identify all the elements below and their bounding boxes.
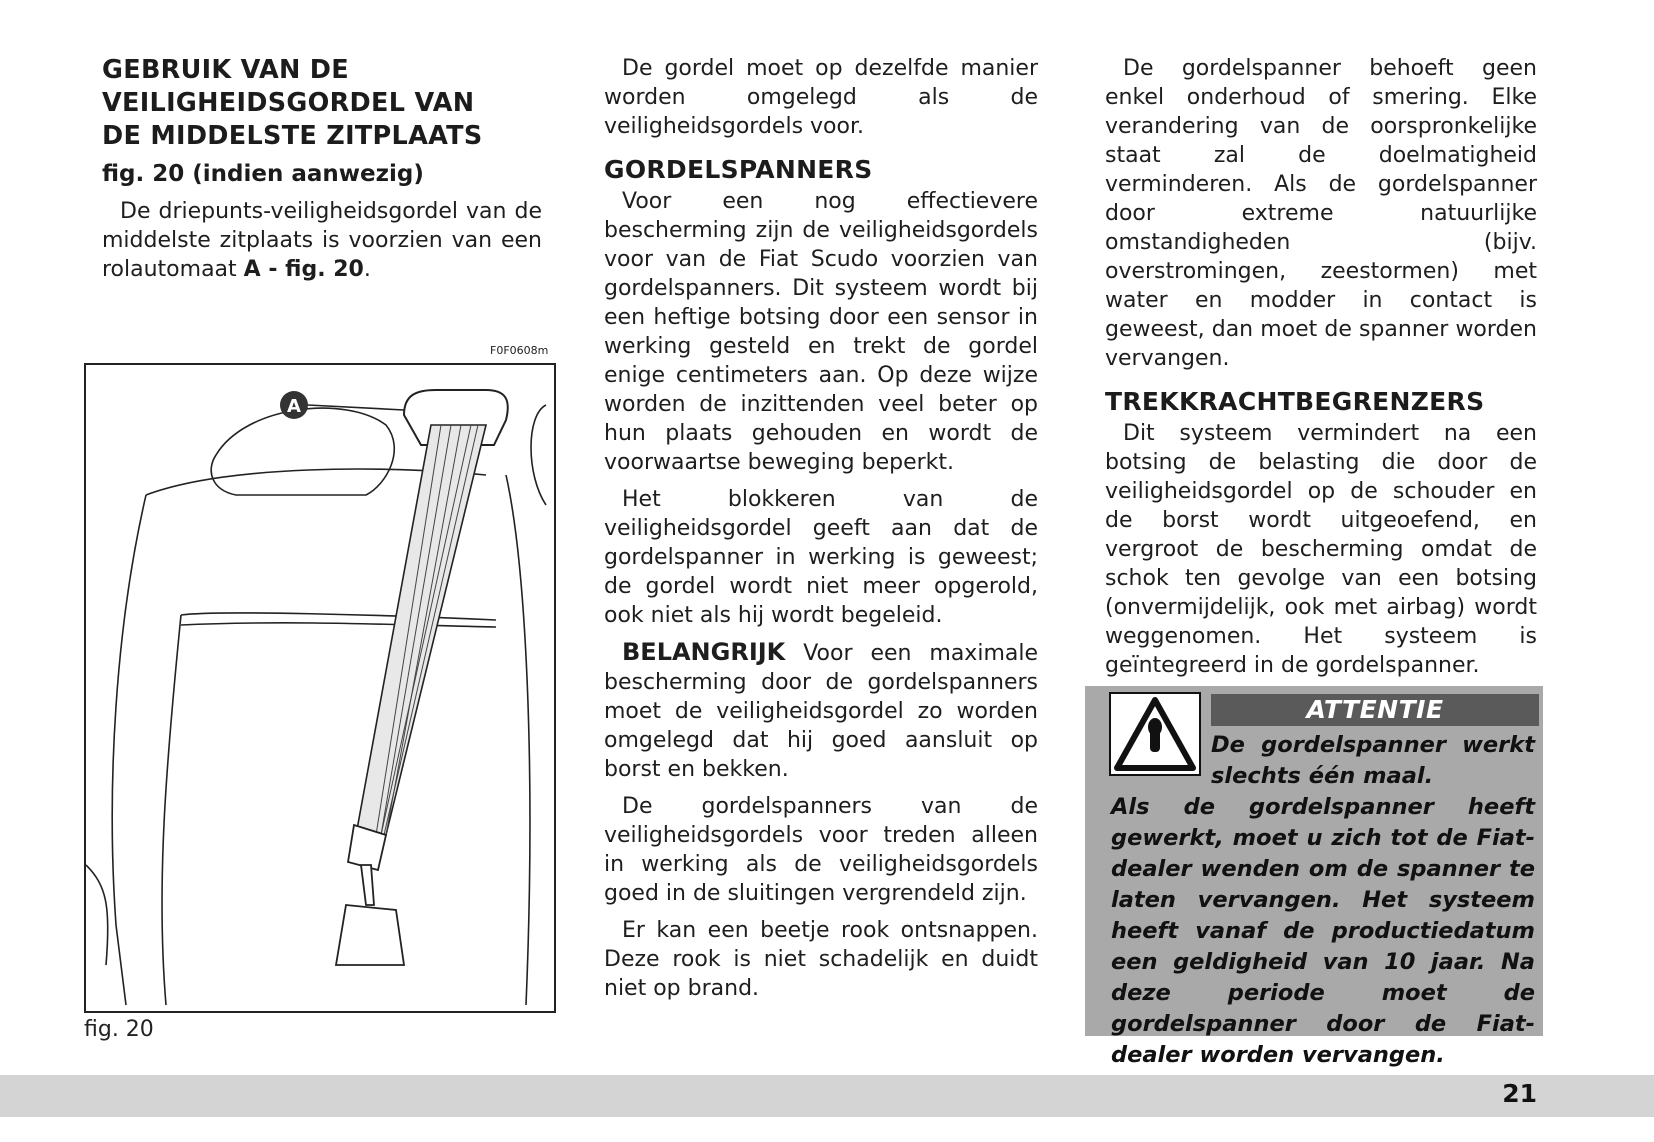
important-label: BELANGRIJK	[622, 638, 786, 666]
seat-inner-top	[181, 613, 496, 620]
paragraph-end: .	[363, 257, 371, 282]
seatbelt-strap	[356, 425, 486, 835]
warning-rest: Als de gordelspanner heeft gewerkt, moet u zich tot de Fiat-dealer wenden om de spanner te laten vervangen. Het systeem heeft vanaf de productiedatum een geldigheid van 10 jaar. Na deze periode moet de gordelspanner door de Fiat-dealer worden vervangen.	[1111, 794, 1535, 1068]
body-paragraph: De gordelspanners van de veiligheidsgordels voor treden alleen in werking als de veiligheidsgordels goed in de sluitingen vergrendeld zijn.	[604, 794, 1038, 906]
callout-a-label: A	[287, 396, 301, 417]
warning-text	[1111, 730, 1535, 1071]
paragraph-text: Voor een maximale bescherming door de gordelspanners moet de veiligheidsgordel zo worden omgelegd dat hij goed aansluit op borst en bekken.	[604, 641, 1038, 782]
warning-title: ATTENTIE	[1211, 694, 1539, 726]
figure-code: F0F0608m	[490, 344, 549, 357]
body-paragraph: Voor een nog effectievere bescherming zijn de veiligheidsgordels voor van de Fiat Scudo voorzien van gordelspanners. Dit systeem wordt bij een heftige botsing door een sensor in werking gesteld en trekt de gordel enige centimeters aan. Op deze wijze worden de inzittenden veel beter op hun plaats gehouden en wordt de voorwaartse beweging beperkt.	[604, 189, 1038, 475]
figure-caption: fig. 20	[84, 1017, 154, 1042]
column-right	[1105, 48, 1537, 688]
seat-inner-left	[162, 615, 181, 1005]
warning-first-line: De gordelspanner werkt slechts één maal.	[1211, 732, 1535, 789]
body-paragraph: Er kan een beetje rook ontsnappen. Deze rook is niet schadelijk en duidt niet op brand.	[604, 918, 1038, 1001]
headrest	[211, 408, 394, 495]
right-headrest-edge	[531, 405, 546, 505]
body-paragraph	[604, 638, 1038, 784]
column-middle	[604, 48, 1038, 1011]
seat-back-right-edge	[506, 475, 530, 1005]
figure-reference: fig. 20 (indien aanwezig)	[102, 161, 424, 187]
page-number: 21	[1502, 1079, 1537, 1108]
seat-seam	[181, 623, 496, 627]
body-paragraph	[102, 197, 542, 284]
body-paragraph: De gordelspanner behoeft geen enkel onderhoud of smering. Elke verandering van de oorspronkelijke staat zal de doelmatigheid verminderen. Als de gordelspanner door extreme natuurlijke omstandigheden (bijv. overstromingen, zeestormen) met water en modder in contact is geweest, dan moet de spanner worden vervangen.	[1105, 56, 1537, 371]
section-heading: TREKKRACHTBEGRENZERS	[1105, 387, 1485, 416]
page-footer	[0, 1075, 1654, 1117]
section-title	[102, 54, 542, 153]
section-title-line: DE MIDDELSTE ZITPLAATS	[102, 121, 483, 151]
body-paragraph: Het blokkeren van de veiligheidsgordel geeft aan dat de gordelspanner in werking is geweest; de gordel wordt niet meer opgerold, ook niet als hij wordt begeleid.	[604, 487, 1038, 628]
section-heading: GORDELSPANNERS	[604, 155, 873, 184]
seatbelt-illustration	[84, 363, 556, 1013]
body-paragraph: De gordel moet op dezelfde manier worden omgelegd als de veiligheidsgordels voor.	[604, 56, 1038, 139]
section-title-line: GEBRUIK VAN DE	[102, 55, 349, 85]
body-paragraph: Dit systeem vermindert na een botsing de belasting die door de veiligheidsgordel op de schouder en de borst wordt uitgeoefend, en vergroot de bescherming omdat de schok ten gevolge van een botsing (onvermijdelijk, ook met airbag) wordt weggenomen. Het systeem is geïntegreerd in de gordelspanner.	[1105, 421, 1537, 678]
section-title-line: VEILIGHEIDSGORDEL VAN	[102, 88, 475, 118]
seat-drawing	[86, 365, 554, 1011]
buckle-base	[336, 905, 404, 965]
figure-ref-bold: A - fig. 20	[243, 257, 364, 282]
belt-lower-strap	[361, 865, 374, 905]
paragraph-text: De driepunts-veiligheidsgordel van de middelste zitplaats is voorzien van een rolautomaat	[102, 199, 542, 282]
column-left	[102, 48, 542, 292]
left-seat-edge	[86, 865, 108, 965]
warning-box	[1085, 686, 1543, 1068]
seat-back-left-edge	[112, 495, 146, 1005]
